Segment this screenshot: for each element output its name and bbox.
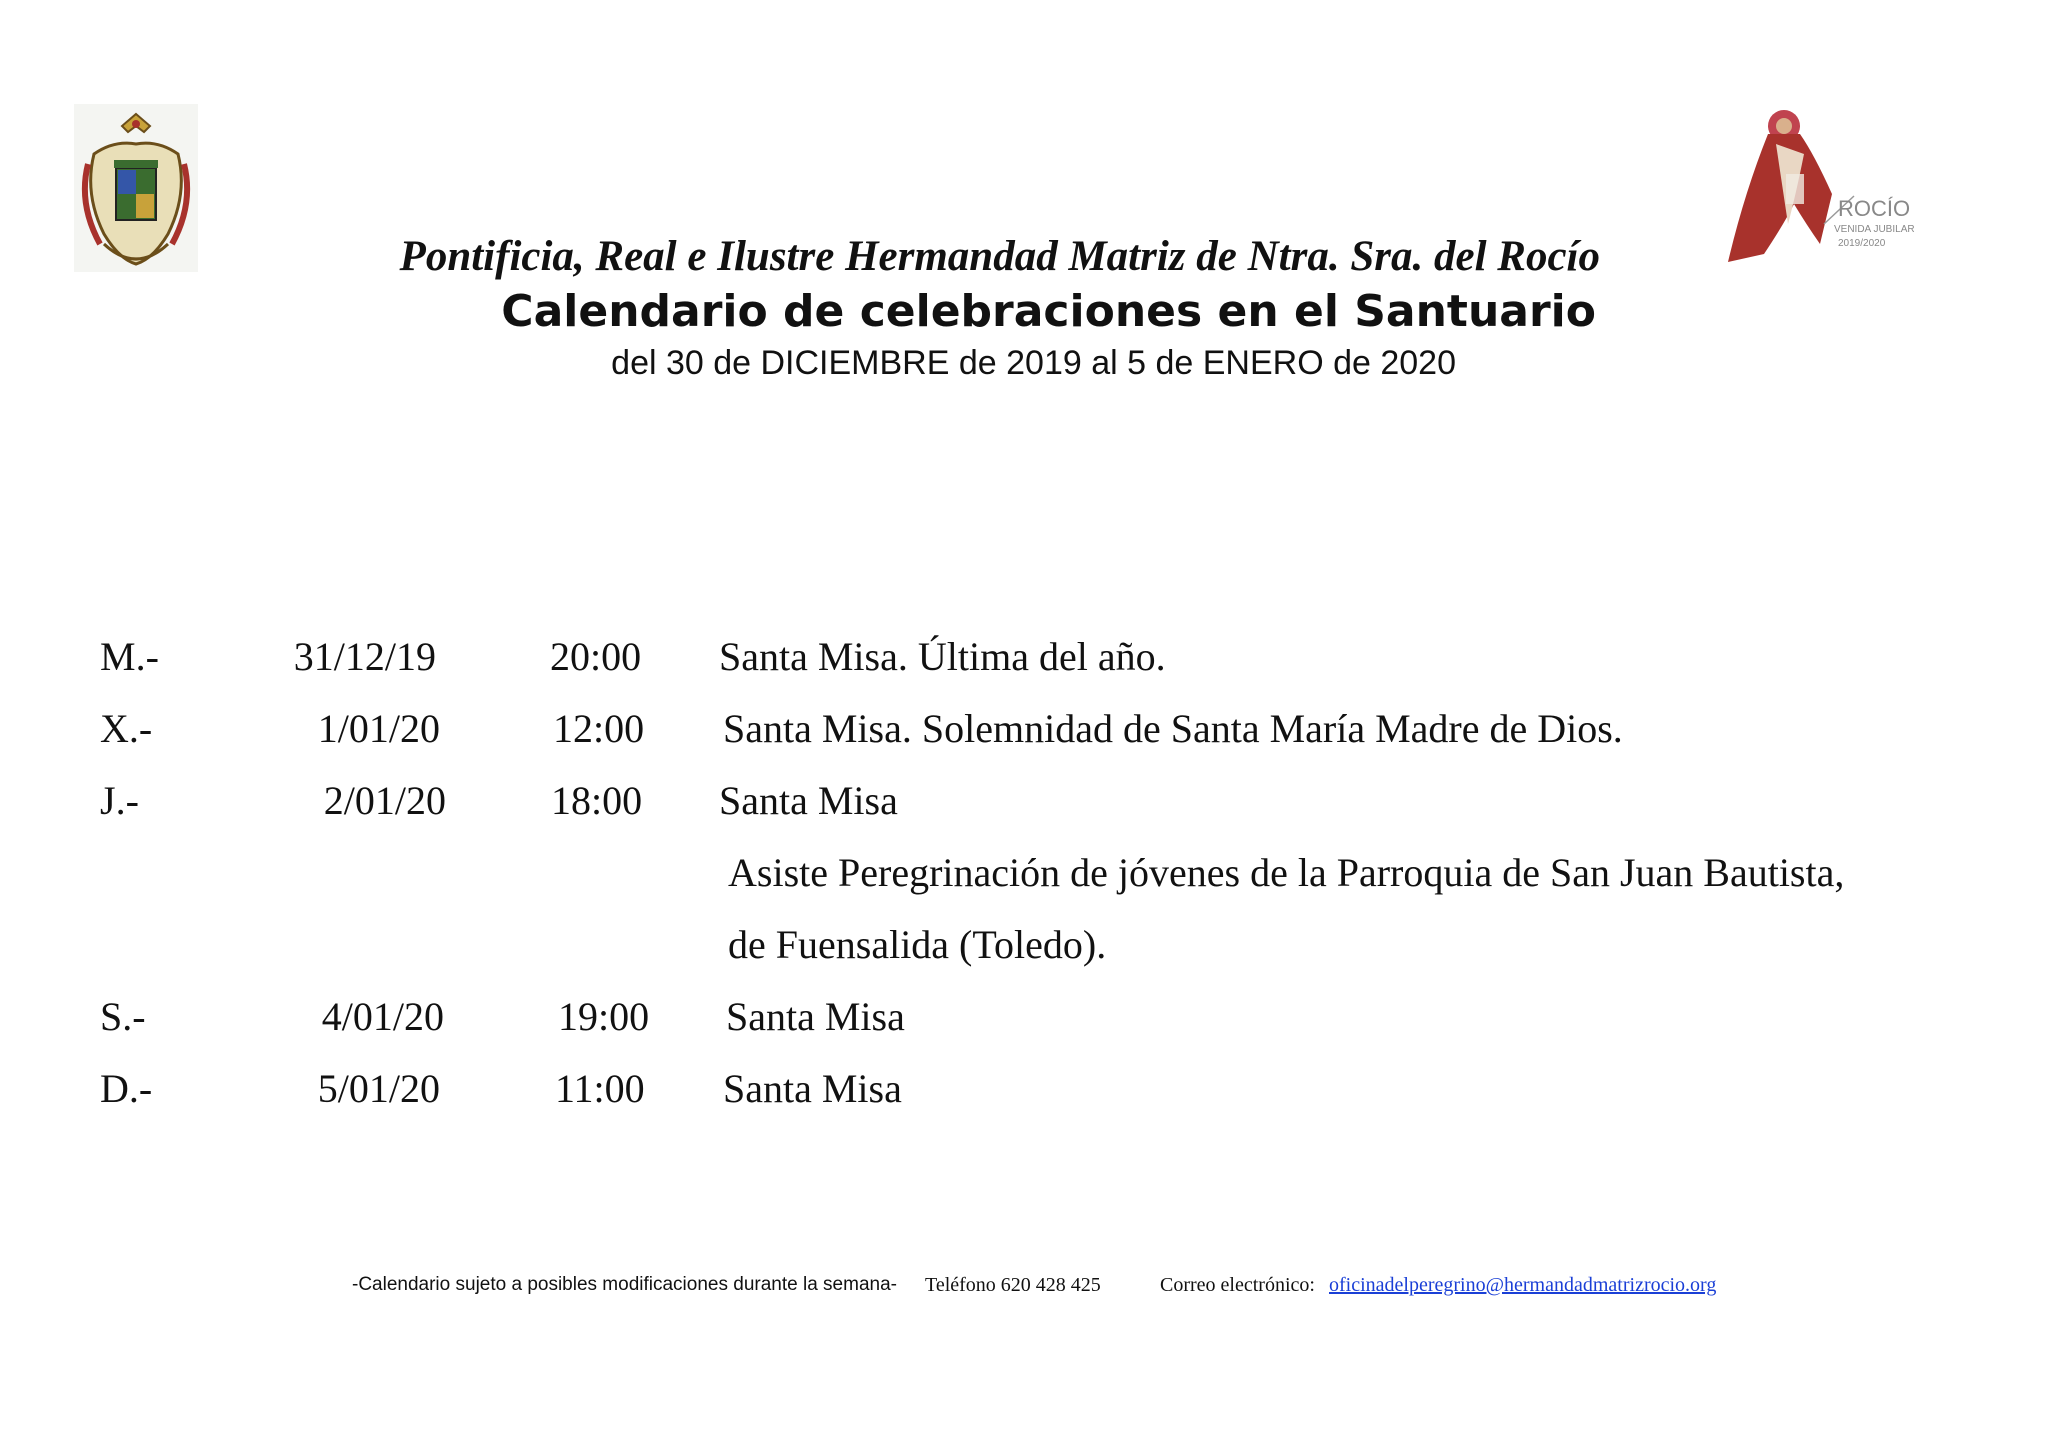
time-cell: 20:00 [550,634,642,679]
time-cell: 18:00 [551,778,643,823]
date-cell: 1/01/20 [317,706,440,751]
logo-text-years: 2019/2020 [1838,238,1886,249]
footer-phone: Teléfono 620 428 425 [925,1274,1101,1296]
description-cell: Santa Misa. Última del año. [719,634,1166,679]
description-cell: Santa Misa [726,994,905,1039]
description-note: de Fuensalida (Toledo). [728,922,1107,967]
description-cell: Santa Misa [723,1066,902,1111]
rocio-venida-jubilar-logo [1724,104,1915,264]
day-label: M.- [100,634,159,679]
logo-text-venida: VENIDA JUBILAR [1834,224,1915,235]
description-cell: Santa Misa. Solemnidad de Santa María Madre de Dios. [723,706,1623,751]
description-note: Asiste Peregrinación de jóvenes de la Parroquia de San Juan Bautista, [728,850,1845,895]
day-label: D.- [100,1066,153,1111]
logo-text-rocio: ROCÍO [1838,196,1911,221]
description-cell: Santa Misa [719,778,898,823]
day-label: X.- [100,706,153,751]
time-cell: 12:00 [553,706,645,751]
footer-email-label: Correo electrónico: [1160,1274,1315,1296]
time-cell: 11:00 [555,1066,645,1111]
date-cell: 5/01/20 [317,1066,440,1111]
date-cell: 4/01/20 [321,994,444,1039]
date-cell: 2/01/20 [323,778,446,823]
time-cell: 19:00 [558,994,650,1039]
page-title: Calendario de celebraciones en el Santuario [501,286,1596,337]
day-label: S.- [100,994,146,1039]
footer-email-link[interactable]: oficinadelperegrino@hermandadmatrizrocio.org [1329,1274,1717,1296]
day-label: J.- [100,778,139,823]
date-cell: 31/12/19 [293,634,436,679]
organization-name: Pontificia, Real e Ilustre Hermandad Matriz de Ntra. Sra. del Rocío [399,233,1600,280]
footer-disclaimer: -Calendario sujeto a posibles modificaciones durante la semana- [352,1274,897,1295]
date-range: del 30 de DICIEMBRE de 2019 al 5 de ENERO de 2020 [611,344,1456,382]
